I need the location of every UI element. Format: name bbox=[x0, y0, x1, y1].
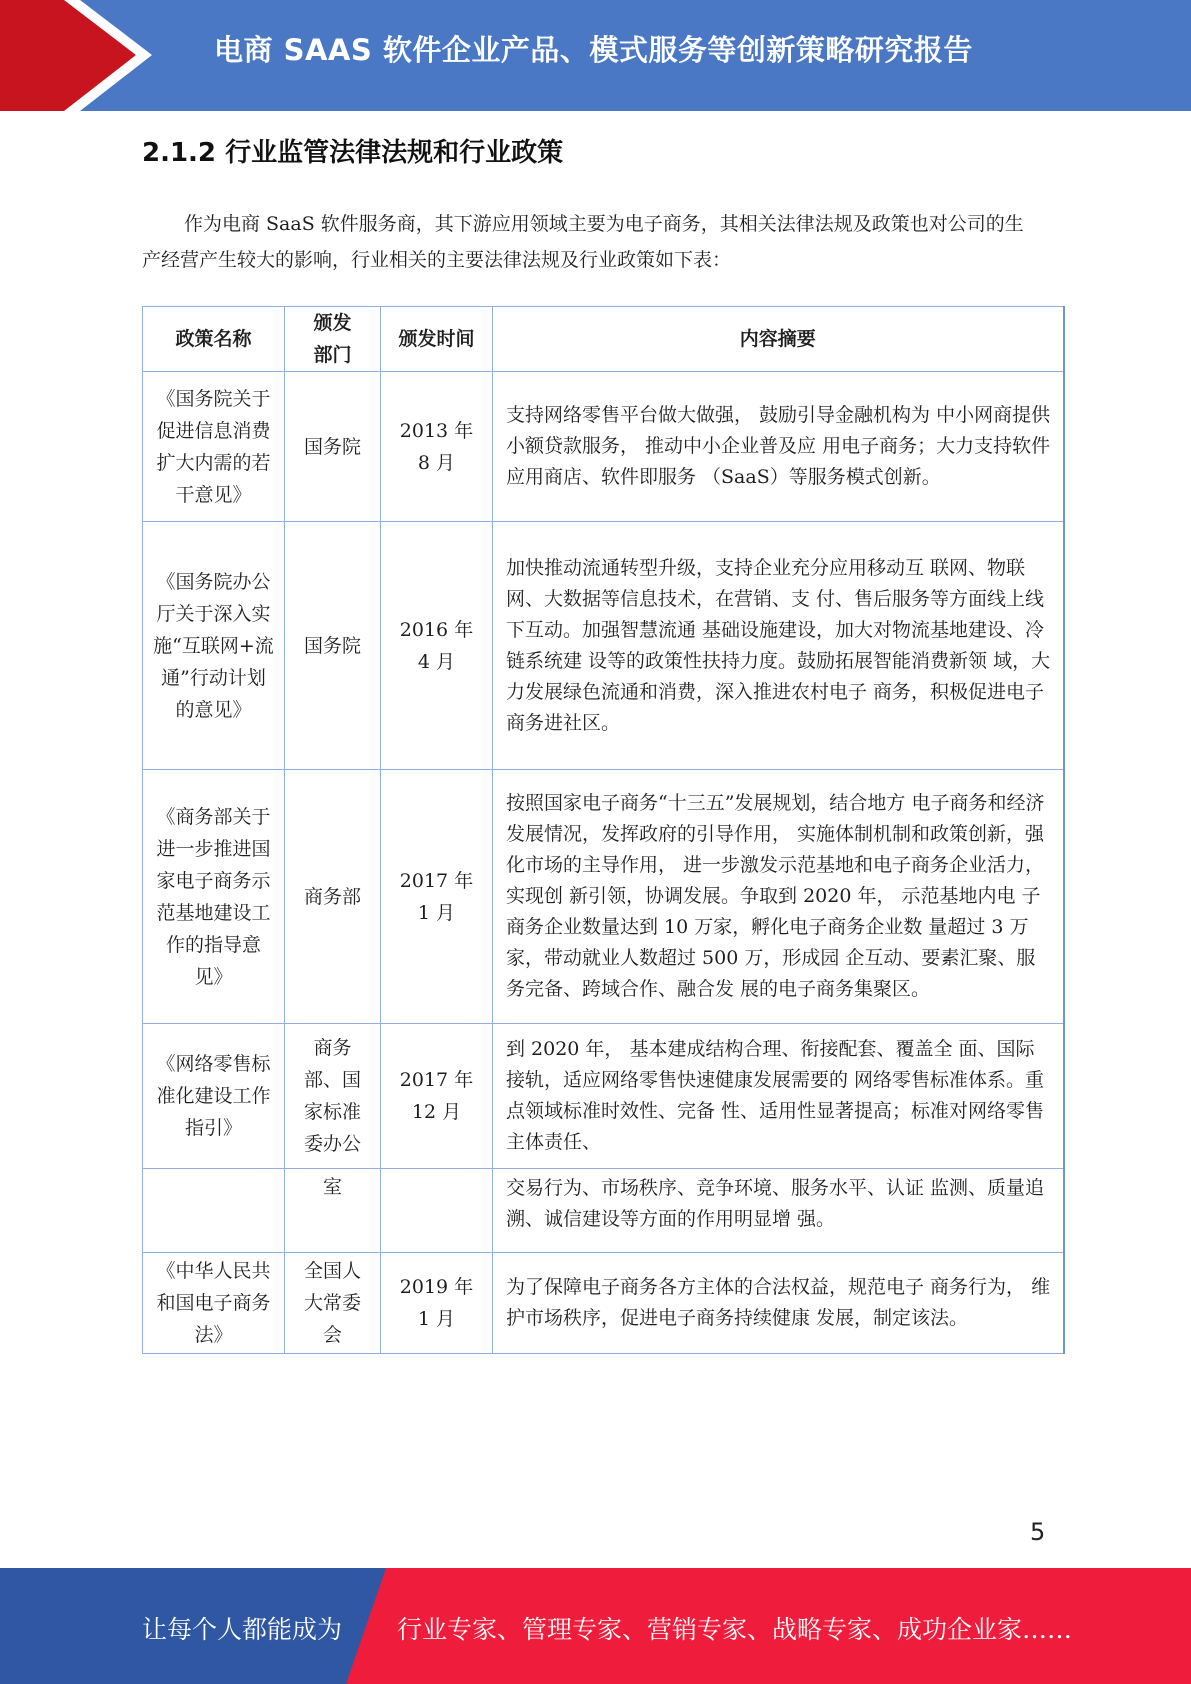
table-row bbox=[143, 770, 1064, 1024]
section-heading: 2.1.2 行业监管法律法规和行业政策 bbox=[142, 138, 564, 168]
header-summary: 内容摘要 bbox=[493, 307, 1064, 372]
page-header bbox=[0, 0, 1191, 111]
cell-issue-date: 2017 年 12 月 bbox=[381, 1024, 493, 1169]
cell-summary: 到 2020 年， 基本建成结构合理、衔接配套、覆盖全 面、国际接轨，适应网络零售快速健康发展需要的 网络零售标准体系。重点领域标准时效性、完备 性、适用性显著提高；标准对网络零售主体责任、 bbox=[493, 1024, 1064, 1169]
cell-issuing-dept: 商务部 bbox=[285, 770, 381, 1024]
table-row bbox=[143, 1024, 1064, 1169]
cell-summary: 按照国家电子商务“十三五”发展规划，结合地方 电子商务和经济发展情况，发挥政府的引导作用， 实施体制机制和政策创新，强化市场的主导作用， 进一步激发示范基地和电子商务企业活力，实现创 新引领，协调发展。争取到 2020 年， 示范基地内电 子商务企业数量达到 10 万家，孵化电子商务企业数 量超过 3 万家，带动就业人数超过 500 万，形成园 企互动、要素汇聚、服务完备、跨域合作、融合发 展的电子商务集聚区。 bbox=[493, 770, 1064, 1024]
footer-slogan-right: 行业专家、管理专家、营销专家、战略专家、成功企业家…… bbox=[397, 1615, 1073, 1644]
page-footer bbox=[0, 1568, 1191, 1684]
cell-summary: 交易行为、市场秩序、竞争环境、服务水平、认证 监测、质量追溯、诚信建设等方面的作用明显增 强。 bbox=[493, 1169, 1064, 1253]
header-red-arrow bbox=[0, 0, 150, 111]
cell-issuing-dept: 国务院 bbox=[285, 522, 381, 770]
cell-issuing-dept: 全国人大常委会 bbox=[285, 1253, 381, 1354]
cell-summary: 支持网络零售平台做大做强， 鼓励引导金融机构为 中小网商提供小额贷款服务， 推动中小企业普及应 用电子商务；大力支持软件应用商店、软件即服务 （SaaS）等服务模式创新。 bbox=[493, 372, 1064, 522]
cell-issuing-dept: 商务部、国家标准委办公 bbox=[285, 1024, 381, 1169]
header-policy-name: 政策名称 bbox=[143, 307, 285, 372]
cell-summary: 为了保障电子商务各方主体的合法权益，规范电子 商务行为， 维护市场秩序，促进电子商务持续健康 发展，制定该法。 bbox=[493, 1253, 1064, 1354]
cell-policy-name: 《国务院办公厅关于深入实施“互联网+流通”行动计划的意见》 bbox=[143, 522, 285, 770]
header-issuing-dept-text: 颁发部门 bbox=[313, 312, 352, 366]
cell-issue-date bbox=[381, 1169, 493, 1253]
cell-policy-name: 《国务院关于促进信息消费扩大内需的若干意见》 bbox=[143, 372, 285, 522]
report-title: 电商 SAAS 软件企业产品、模式服务等创新策略研究报告 bbox=[214, 33, 973, 67]
cell-issue-date: 2019 年 1 月 bbox=[381, 1253, 493, 1354]
cell-issue-date: 2013 年 8 月 bbox=[381, 372, 493, 522]
cell-issue-date: 2017 年 1 月 bbox=[381, 770, 493, 1024]
cell-policy-name: 《网络零售标准化建设工作指引》 bbox=[143, 1024, 285, 1169]
cell-summary: 加快推动流通转型升级，支持企业充分应用移动互 联网、物联网、大数据等信息技术，在营销、支 付、售后服务等方面线上线下互动。加强智慧流通 基础设施建设，加大对物流基地建设、冷链系统建 设等的政策性扶持力度。鼓励拓展智能消费新领 域，大力发展绿色流通和消费，深入推进农村电子 商务，积极促进电子商务进社区。 bbox=[493, 522, 1064, 770]
cell-policy-name bbox=[143, 1169, 285, 1253]
policy-table bbox=[142, 306, 1065, 1354]
table-row bbox=[143, 1253, 1064, 1354]
intro-paragraph bbox=[142, 206, 1042, 278]
table-row bbox=[143, 522, 1064, 770]
cell-issuing-dept: 室 bbox=[285, 1169, 381, 1253]
cell-issue-date: 2016 年 4 月 bbox=[381, 522, 493, 770]
header-issuing-dept bbox=[285, 307, 381, 372]
table-row bbox=[143, 372, 1064, 522]
table-row bbox=[143, 1169, 1064, 1253]
table-header-row bbox=[143, 307, 1064, 372]
cell-issuing-dept: 国务院 bbox=[285, 372, 381, 522]
header-issue-date: 颁发时间 bbox=[381, 307, 493, 372]
cell-policy-name: 《商务部关于进一步推进国家电子商务示范基地建设工作的指导意见》 bbox=[143, 770, 285, 1024]
cell-policy-name: 《中华人民共和国电子商务法》 bbox=[143, 1253, 285, 1354]
footer-slogan-left: 让每个人都能成为 bbox=[142, 1615, 343, 1644]
intro-text: 作为电商 SaaS 软件服务商，其下游应用领域主要为电子商务，其相关法律法规及政策也对公司的生产经营产生较大的影响，行业相关的主要法律法规及行业政策如下表： bbox=[142, 213, 1024, 271]
page-number: 5 bbox=[1030, 1518, 1046, 1546]
